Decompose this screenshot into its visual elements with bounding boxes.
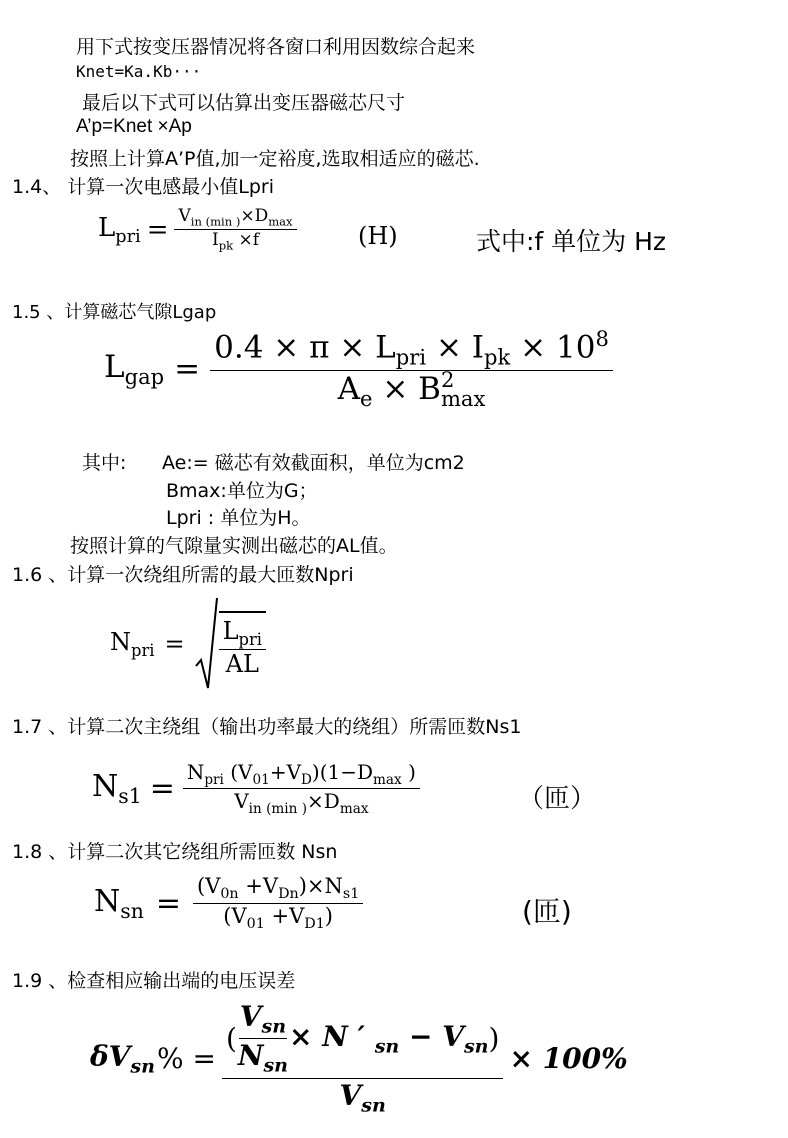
note-label: 其中: [82, 452, 127, 474]
formula-lhs: $L_{pri}$ [98, 212, 141, 247]
section-1-4-heading: 1.4、 计算一次电感最小值Lpri [12, 176, 274, 198]
intro-line-3: 最后以下式可以估算出变压器磁芯尺寸 [82, 92, 406, 114]
formula-unit: (H) [358, 222, 398, 250]
intro-line-2: Knet=Ka.Kb··· [76, 62, 202, 81]
sqrt-symbol [195, 596, 219, 692]
formula-unit: (匝) [522, 895, 572, 928]
section-1-9-heading: 1.9 、检查相应输出端的电压误差 [12, 970, 296, 992]
note-lpri: Lpri : 单位为H。 [166, 507, 311, 529]
formula-fraction: $\frac{(V_{0n} +V_{Dn})\times N_{s1}}{(V_{01} +V_{D1})}$ [193, 874, 363, 934]
formula-lhs: $N_{s1}$ [92, 769, 142, 809]
formula-ns1: $N_{s1}$ = $\frac{N_{pri} (V_{01}+V_D)(1-D_{max} )}{V_{in (min )}\times D_{max}}$ [92, 760, 420, 818]
formula-note: 式中:f 单位为 Hz [476, 227, 667, 256]
formula-fraction: ( $\frac{V_{sn}}{N_{sn}}$ × N ′ $_{sn} - V_{sn}$ ) $V_{sn}$ [222, 1000, 504, 1117]
formula-fraction: $\frac{N_{pri} (V_{01}+V_D)(1-D_{max} )}{V_{in (min )}\times D_{max}}$ [183, 760, 420, 818]
intro-line-4: A’p=Knet ×Ap [76, 116, 192, 137]
formula-fraction: $0.4 \times \pi \times L_{pri} \times I_{pk} \times 10^8$ $A_e \times B$ 2 max [210, 326, 613, 411]
formula-nsn: $N_{sn}$ = $\frac{(V_{0n} +V_{Dn})\times N_{s1}}{(V_{01} +V_{D1})}$ [94, 874, 363, 934]
intro-line-1: 用下式按变压器情况将各窗口利用因数综合起来 [76, 36, 476, 58]
inner-fraction: $\frac{V_{sn}}{N_{sn}}$ [237, 1000, 289, 1078]
formula-lhs: $N_{sn}$ [94, 884, 144, 924]
formula-lhs: $N_{pri}$ [110, 628, 155, 660]
formula-fraction: $\frac{V_{in (min )}\times D_{max}}{I_{pk} \times f}$ [174, 206, 296, 254]
section-1-8-heading: 1.8 、计算二次其它绕组所需匝数 Nsn [12, 841, 338, 863]
formula-lhs: $\delta V_{sn}$ [90, 1039, 155, 1078]
section-1-5-heading: 1.5 、计算磁芯气隙Lgap [12, 302, 217, 323]
note-al: 按照计算的气隙量实测出磁芯的AL值。 [70, 535, 398, 557]
section-1-7-heading: 1.7 、计算二次主绕组（输出功率最大的绕组）所需匝数Ns1 [12, 716, 522, 738]
formula-lpri: $L_{pri}$ = $\frac{V_{in (min )}\times D_{max}}{I_{pk} \times f}$ [98, 206, 297, 254]
section-1-6-heading: 1.6 、计算一次绕组所需的最大匝数Npri [12, 564, 354, 586]
note-ae: Ae:= 磁芯有效截面积，单位为cm2 [162, 452, 465, 474]
formula-unit: （匝） [518, 784, 597, 814]
formula-fraction: $\frac{L_{pri}}{AL}$ [219, 617, 266, 679]
intro-line-5: 按照上计算A’P值,加一定裕度,选取相适应的磁芯. [70, 148, 480, 170]
formula-voltage-error: $\delta V_{sn}$ % = ( $\frac{V_{sn}}{N_{sn}}$ × N ′ $_{sn} - V_{sn}$ ) $V_{sn}$ × 100% [90, 1000, 628, 1117]
formula-lhs: $L_{gap}$ [104, 348, 165, 389]
formula-lgap: $L_{gap}$ = $0.4 \times \pi \times L_{pri} \times I_{pk} \times 10^8$ $A_e \times B$ 2 max [104, 326, 613, 411]
note-bmax: Bmax:单位为G； [166, 480, 318, 502]
formula-npri: $N_{pri}$ = $\frac{L_{pri}}{AL}$ [110, 596, 266, 692]
